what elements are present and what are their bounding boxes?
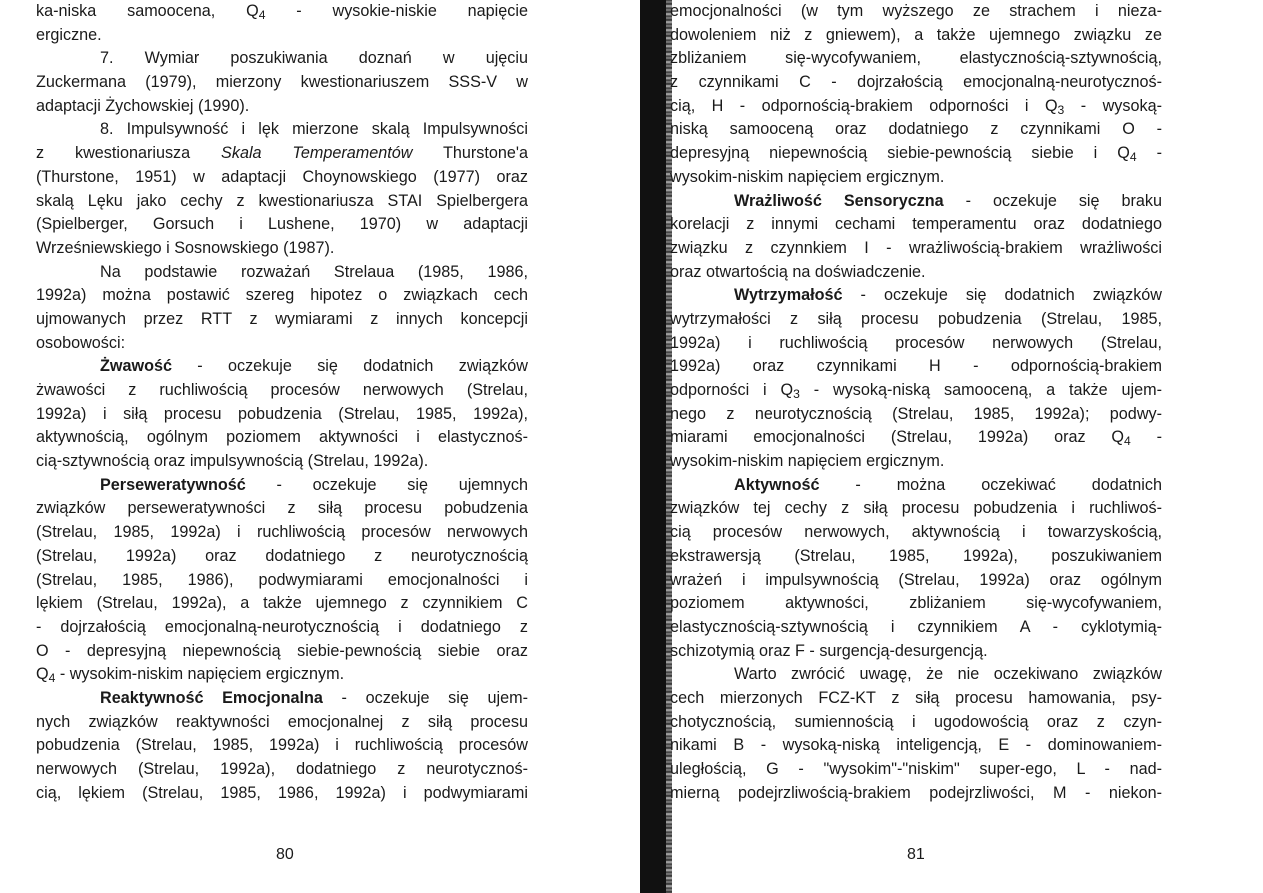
right-page-text-line: związków tej cechy z siłą procesu pobudzenia i ruchliwoś-	[670, 499, 1162, 518]
left-page-text-line: z kwestionariusza Skala Temperamentów Thurstone'a	[36, 144, 528, 163]
left-page-text-line: Żwawość - oczekuje się dodatnich związków	[100, 357, 528, 376]
right-page	[640, 0, 1263, 893]
right-page-text-line: związku z czynnkiem I - wrażliwością-brakiem wrażliwości	[670, 238, 1162, 257]
right-page-text-line: 1992a) i ruchliwością procesów nerwowych (Strelau,	[670, 333, 1162, 352]
right-page-text-line: cią procesów nerwowych, aktywnością i towarzyskością,	[670, 523, 1162, 542]
left-page-text-line: cią, lękiem (Strelau, 1985, 1986, 1992a) i podwymiarami	[36, 783, 528, 802]
right-page-text-line: miarami emocjonalności (Strelau, 1992a) oraz $Q_4$ -	[670, 428, 1162, 449]
left-page-text-line: Zuckermana (1979), mierzony kwestionariuszem SSS-V w	[36, 73, 528, 92]
left-page-text-line: (Thurstone, 1951) w adaptacji Choynowskiego (1977) oraz	[36, 167, 528, 186]
left-page-text-line: (Strelau, 1985, 1986), podwymiarami emocjonalności i	[36, 570, 528, 589]
right-page-text-line: niską samooceną oraz dodatniego z czynnikami O -	[670, 120, 1162, 139]
left-page-text-line: aktywnością, ogólnym poziomem aktywności i elastycznoś-	[36, 428, 528, 447]
left-page-text-line: 1992a) można postawić szereg hipotez o związkach cech	[36, 286, 528, 305]
left-page-text-line: lękiem (Strelau, 1992a), a także ujemnego z czynnikiem C	[36, 594, 528, 613]
left-page-text-line: osobowości:	[36, 333, 126, 352]
right-page-text-line: mierną podejrzliwością-brakiem podejrzliwości, M - niekon-	[670, 783, 1162, 802]
left-page-text-line: 7. Wymiar poszukiwania doznań w ujęciu	[100, 49, 528, 68]
left-page-text	[36, 0, 528, 805]
left-page-text-line: nerwowych (Strelau, 1992a), dodatniego z neurotycznoś-	[36, 760, 528, 778]
left-page-text-line: ujmowanych przez RTT z wymiarami z innych koncepcji	[36, 309, 528, 328]
left-page-text-line: Na podstawie rozważań Strelaua (1985, 1986,	[100, 262, 528, 281]
right-page-text-line: Wrażliwość Sensoryczna - oczekuje się braku	[734, 191, 1162, 210]
right-page-text-line: nego z neurotycznością (Strelau, 1985, 1992a); podwy-	[670, 404, 1162, 423]
right-page-text-line: wysokim-niskim napięciem ergicznym.	[670, 452, 945, 471]
left-page-text-line: adaptacji Żychowskiej (1990).	[36, 96, 250, 115]
left-page-text-line: O - depresyjną niepewnością siebie-pewnością siebie oraz	[36, 641, 528, 660]
left-page-text-line: ka-niska samoocena, $Q_4$ - wysokie-niskie napięcie	[36, 2, 528, 23]
left-page-text-line: ergiczne.	[36, 25, 102, 44]
right-page-text-line: poziomem aktywności, zbliżaniem się-wycofywaniem,	[670, 594, 1162, 613]
right-page-text-line: Warto zwrócić uwagę, że nie oczekiwano związków	[734, 665, 1162, 684]
right-page-text-line: Aktywność - można oczekiwać dodatnich	[734, 475, 1162, 494]
right-page-text-line: dowoleniem niż z gniewem), a także ujemnego związku ze	[670, 25, 1162, 44]
left-page-text-line: Perseweratywność - oczekuje się ujemnych	[100, 475, 528, 494]
right-page-number: 81	[907, 846, 925, 863]
right-page-text-line: schizotymią oraz F - surgencją-desurgencją.	[670, 641, 988, 660]
left-page-text-line: pobudzenia (Strelau, 1985, 1992a) i ruchliwością procesów	[36, 736, 528, 755]
left-page-text-line: związków perseweratywności z siłą procesu pobudzenia	[36, 499, 528, 518]
left-page-number: 80	[276, 846, 294, 863]
left-page-text-line: $Q_4$ - wysokim-niskim napięciem ergicznym.	[36, 665, 345, 686]
right-page-text-line: Wytrzymałość - oczekuje się dodatnich związków	[734, 286, 1162, 305]
right-page-text-line: wysokim-niskim napięciem ergicznym.	[670, 167, 945, 186]
right-page-text-line: depresyjną niepewnością siebie-pewnością siebie i $Q_4$ -	[670, 144, 1162, 165]
right-page-text-line: chotycznością, sumiennością i ugodowością oraz z czyn-	[670, 712, 1162, 731]
right-page-text	[670, 0, 1162, 805]
right-page-text-line: zbliżaniem się-wycofywaniem, elastycznością-sztywnością,	[670, 49, 1162, 68]
right-page-text-line: 1992a) oraz czynnikami H - odpornością-brakiem	[670, 357, 1162, 376]
left-page-text-line: Reaktywność Emocjonalna - oczekuje się ujem-	[100, 688, 528, 707]
left-page-text-line: żwawości z ruchliwością procesów nerwowych (Strelau,	[36, 381, 528, 399]
right-page-text-line: wrażeń i impulsywnością (Strelau, 1992a) oraz ogólnym	[670, 570, 1162, 589]
left-page-text-line: Wrześniewskiego i Sosnowskiego (1987).	[36, 238, 335, 257]
right-page-text-line: uległością, G - "wysokim"-"niskim" super-ego, L - nad-	[670, 760, 1162, 778]
left-page-text-line: 1992a) i siłą procesu pobudzenia (Strelau, 1985, 1992a),	[36, 404, 528, 423]
left-page-text-line: cią-sztywnością oraz impulsywnością (Strelau, 1992a).	[36, 452, 429, 471]
right-page-text-line: emocjonalności (w tym wyższego ze strachem i nieza-	[670, 2, 1162, 20]
left-page-text-line: (Strelau, 1992a) oraz dodatniego z neurotycznością	[36, 546, 528, 565]
left-page-text-line: - dojrzałością emocjonalną-neurotycznością i dodatniego z	[36, 617, 528, 636]
right-page-text-line: elastycznością-sztywnością i czynnikiem A - cyklotymią-	[670, 617, 1162, 636]
left-page-text-line: (Strelau, 1985, 1992a) i ruchliwością procesów nerwowych	[36, 523, 528, 542]
left-page-text-line: (Spielberger, Gorsuch i Lushene, 1970) w adaptacji	[36, 215, 528, 234]
left-page-text-line: 8. Impulsywność i lęk mierzone skalą Impulsywności	[100, 120, 528, 139]
book-gutter-shadow	[640, 0, 670, 893]
right-page-text-line: cech mierzonych FCZ-KT z siłą procesu hamowania, psy-	[670, 688, 1162, 707]
right-page-text-line: oraz otwartością na doświadczenie.	[670, 262, 926, 281]
left-page-text-line: nych związków reaktywności emocjonalnej z siłą procesu	[36, 712, 528, 731]
right-page-text-line: korelacji z innymi cechami temperamentu oraz dodatniego	[670, 215, 1162, 234]
right-page-text-line: cią, H - odpornością-brakiem odporności i $Q_3$ - wysoką-	[670, 96, 1162, 117]
right-page-text-line: wytrzymałości z siłą procesu pobudzenia (Strelau, 1985,	[670, 309, 1162, 328]
left-page-text-line: skalą Lęku jako cechy z kwestionariusza STAI Spielbergera	[36, 191, 528, 210]
right-page-text-line: ekstrawersją (Strelau, 1985, 1992a), poszukiwaniem	[670, 546, 1162, 565]
right-page-text-line: odporności i $Q_3$ - wysoką-niską samooceną, a także ujem-	[670, 381, 1162, 402]
right-page-text-line: nikami B - wysoką-niską inteligencją, E - dominowaniem-	[670, 736, 1162, 755]
right-page-text-line: z czynnikami C - dojrzałością emocjonalną-neurotycznoś-	[670, 73, 1162, 92]
